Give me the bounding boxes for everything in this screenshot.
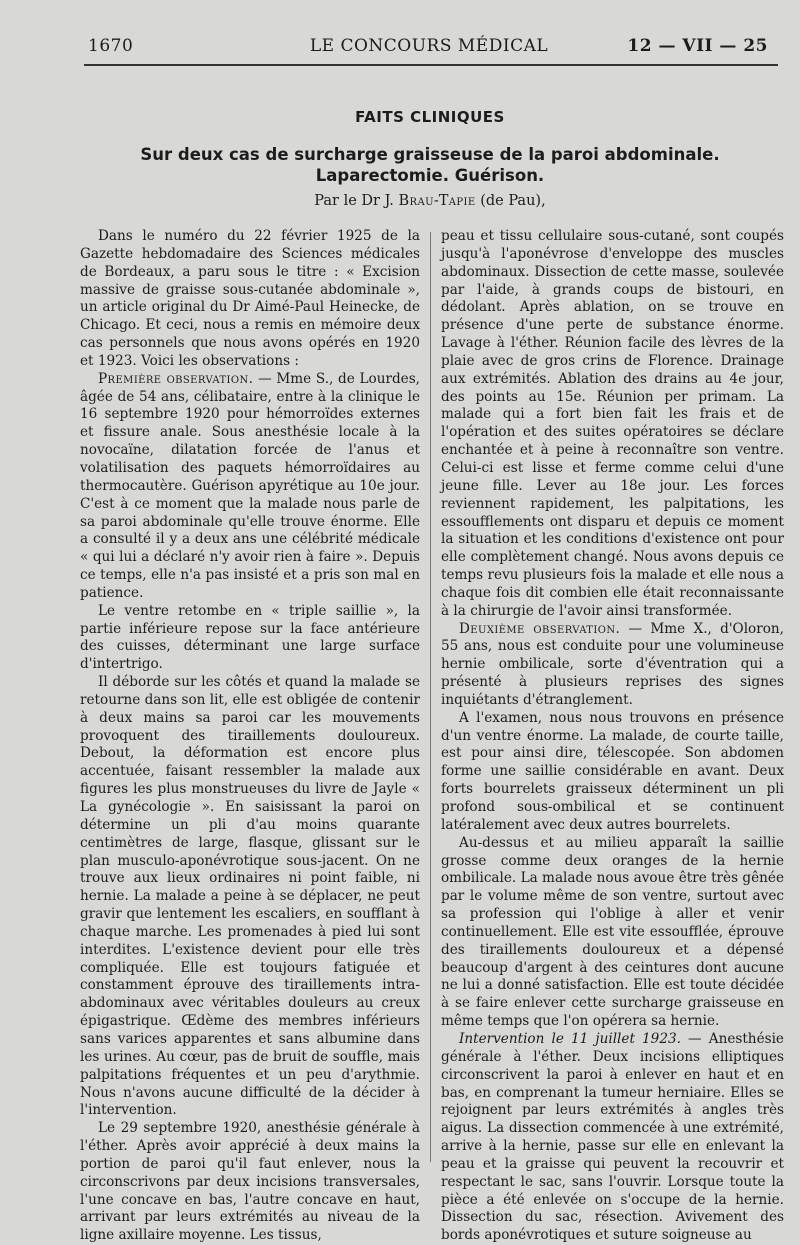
- paragraph: Deuxième observation. — Mme X., d'Oloron, 55 ans, nous est conduite pour une volumineuse hernie ombilicale, sorte d'éventration qui a présenté à plusieurs reprises des signes inquiétants d'étranglement.: [441, 620, 784, 708]
- paragraph: Au-dessus et au milieu apparaît la saillie grosse comme deux oranges de la hernie ombilicale. La malade nous avoue être très gênée par le volume même de son ventre, surtout avec sa profession qui l'oblige à aller et venir continuellement. Elle est vite essoufflée, éprouve des tiraillements douloureux et a dépensé beaucoup d'argent à des ceintures dont aucune ne lui a donné satisfaction. Elle est toute décidée à se faire enlever cette surcharge graisseuse en même temps que l'on opérera sa hernie.: [441, 834, 784, 1030]
- column-divider: [430, 232, 431, 1162]
- paragraph: Intervention le 11 juillet 1923. — Anesthésie générale à l'éther. Deux incisions elliptiques circonscrivent la paroi à enlever en haut et en bas, en comprenant la tumeur herniaire. Elles se rejoignent par leurs extrémités à angles très aigus. La dissection commencée à une extrémité, arrive à la hernie, passe sur elle en enlevant la peau et la graisse qui peuvent la recouvrir et respectant le sac, sans l'ouvrir. Lorsque toute la pièce a été enlevée on s'occupe de la hernie. Dissection du sac, résection. Avivement des bords aponévrotiques et suture soigneuse au: [441, 1030, 784, 1244]
- issue-date: 12 — VII — 25: [627, 36, 768, 56]
- byline-prefix: Par le Dr J.: [314, 193, 399, 209]
- section-heading: FAITS CLINIQUES: [355, 108, 505, 126]
- intervention-heading: Intervention le 11 juillet 1923.: [459, 1030, 681, 1047]
- paragraph: A l'examen, nous nous trouvons en présence d'un ventre énorme. La malade, de courte taille, est pour ainsi dire, télescopée. Son abdomen forme une saillie considérable en avant. Deux forts bourrelets graisseux déterminent un pli profond sous-ombilical et se continuent latéralement avec deux autres bourrelets.: [441, 709, 784, 833]
- byline-author: Brau-Tapie: [398, 193, 476, 209]
- header-rule: [84, 64, 778, 66]
- left-column: [80, 228, 420, 1245]
- right-column: [441, 228, 784, 1245]
- paragraph: Le ventre retombe en « triple saillie », la partie inférieure repose sur la face antérieure des cuisses, déterminant une large surface d'intertrigo.: [80, 602, 420, 673]
- page-number: 1670: [88, 36, 134, 56]
- byline: [0, 193, 800, 209]
- paragraph: Il déborde sur les côtés et quand la malade se retourne dans son lit, elle est obligée de contenir à deux mains sa paroi car les mouvements provoquent des tiraillements douloureux. Debout, la déformation est encore plus accentuée, faisant ressembler la malade aux figures les plus monstrueuses du livre de Jayle « La gynécologie ». En saisissant la paroi on détermine un pli d'au moins quarante centimètres de large, flasque, glissant sur le plan musculo-aponévrotique sous-jacent. On ne trouve aux lieux ordinaires ni point faible, ni hernie. La malade a peine à se déplacer, ne peut gravir que lentement les escaliers, en soufflant à chaque marche. Les promenades à pied lui sont interdites. L'existence devient pour elle très compliquée. Elle est toujours fatiguée et constamment éprouve des tiraillements intra-abdominaux avec véritables douleurs au creux épigastrique. Œdème des membres inférieurs sans varices apparentes et sans albumine dans les urines. Au cœur, pas de bruit de souffle, mais palpitations fréquentes et un peu d'arythmie. Nous n'avons aucune difficulté de la décider à l'intervention.: [80, 674, 420, 1119]
- observation-heading: Première observation.: [98, 370, 254, 387]
- article-title: Sur deux cas de surcharge graisseuse de la paroi abdominale. Laparectomie. Guérison.: [140, 145, 720, 185]
- paragraph: peau et tissu cellulaire sous-cutané, sont coupés jusqu'à l'aponévrose d'enveloppe des muscles abdominaux. Dissection de cette masse, soulevée par l'aide, à grands coups de bistouri, en dédolant. Après ablation, on se trouve en présence d'une perte de substance énorme. Lavage à l'éther. Réunion facile des lèvres de la plaie avec de gros crins de Florence. Drainage aux extrémités. Ablation des drains au 4e jour, des points au 15e. Réunion per primam. La malade qui a fort bien fait les frais et de l'opération et des suites opératoires se déclare enchantée et à peine à reconnaître son ventre. Celui-ci est lisse et ferme comme celui d'une jeune fille. Lever au 18e jour. Les forces reviennent rapidement, les palpitations, les essoufflements ont disparu et depuis ce moment la situation et les conditions d'existence ont pour elle complètement changé. Nous avons depuis ce temps revu plusieurs fois la malade et elle nous a chaque fois dit combien elle était reconnaissante à la chirurgie de l'avoir ainsi transformée.: [441, 228, 784, 619]
- observation-heading: Deuxième observation.: [459, 620, 621, 637]
- running-header: [88, 36, 770, 60]
- paragraph: Dans le numéro du 22 février 1925 de la Gazette hebdomadaire des Sciences médicales de Bordeaux, a paru sous le titre : « Excision massive de graisse sous-cutanée abdominale », un article original du Dr Aimé-Paul Heinecke, de Chicago. Et ceci, nous a remis en mémoire deux cas personnels que nous avons opérés en 1920 et 1923. Voici les observations :: [80, 228, 420, 369]
- journal-title: LE CONCOURS MÉDICAL: [309, 36, 549, 56]
- paragraph: Première observation. — Mme S., de Lourdes, âgée de 54 ans, célibataire, entre à la clinique le 16 septembre 1920 pour hémorroïdes externes et fissure anale. Sous anesthésie locale à la novocaïne, dilatation forcée de l'anus et volatilisation des paquets hémorroïdaires au thermocautère. Guérison apyrétique au 10e jour. C'est à ce moment que la malade nous parle de sa paroi abdominale qu'elle trouve énorme. Elle a consulté il y a deux ans une célébrité médicale « qui lui a déclaré n'y avoir rien à faire ». Depuis ce temps, elle n'a pas insisté et a pris son mal en patience.: [80, 370, 421, 601]
- byline-suffix: (de Pau),: [475, 193, 546, 209]
- paragraph: Le 29 septembre 1920, anesthésie générale à l'éther. Après avoir apprécié à deux mains la portion de paroi qu'il faut enlever, nous la circonscrivons par deux incisions transversales, l'une concave en bas, l'autre concave en haut, arrivant par leurs extrémités au niveau de la ligne axillaire moyenne. Les tissus,: [80, 1120, 420, 1244]
